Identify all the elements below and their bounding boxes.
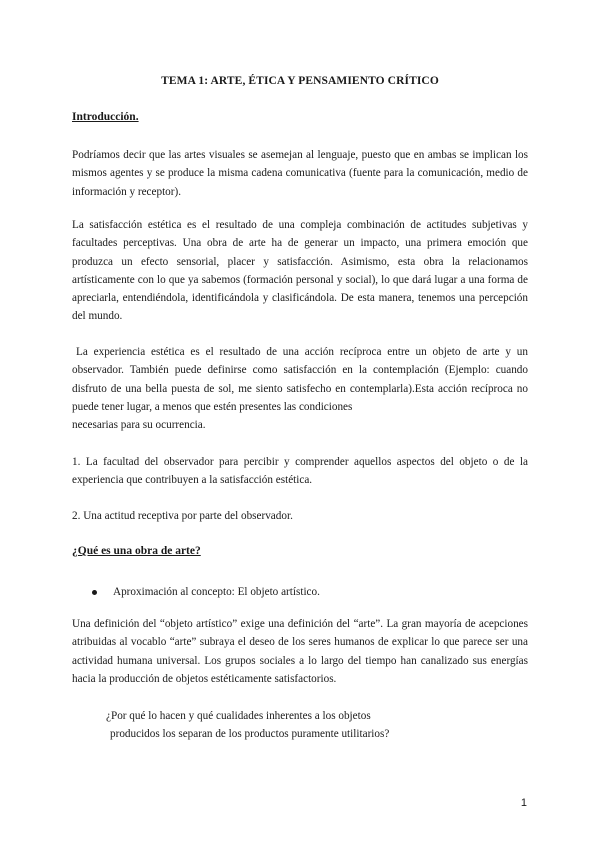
question-line-2: producidos los separan de los productos puramente utilitarios? bbox=[110, 728, 390, 740]
question-line-1: ¿Por qué lo hacen y qué cualidades inherentes a los objetos bbox=[106, 710, 371, 722]
intro-heading: Introducción. bbox=[72, 111, 139, 123]
condition-two: 2. Una actitud receptiva por parte del observador. bbox=[72, 510, 293, 522]
bullet-item bbox=[90, 583, 320, 601]
bullet-dot-icon bbox=[92, 590, 97, 595]
section-heading: ¿Qué es una obra de arte? bbox=[72, 545, 201, 557]
bullet-text: Aproximación al concepto: El objeto artístico. bbox=[113, 586, 320, 598]
paragraph-experience: La experiencia estética es el resultado de una acción recíproca entre un objeto de arte y un observador. También puede definirse como satisfacción en la contemplación (Ejemplo: cuando disfruto de una bella puesta de sol, me siento satisfecho en contemplarla).Esta acción recíproca no puede tener lugar, a menos que estén presentes las condiciones bbox=[72, 346, 528, 413]
condition-one: 1. La facultad del observador para percibir y comprender aquellos aspectos del objeto o de la experiencia que contribuyen a la satisfacción estética. bbox=[72, 456, 528, 487]
paragraph-definition: Una definición del “objeto artístico” exige una definición del “arte”. La gran mayoría de acepciones atribuidas al vocablo “arte” subraya el deseo de los seres humanos de explicar lo que parece ser una actividad humana universal. Los grupos sociales a lo largo del tiempo han canalizado sus energías hacia la producción de objetos estéticamente satisfactorios. bbox=[72, 618, 528, 685]
paragraph-experience-end: necesarias para su ocurrencia. bbox=[72, 419, 206, 431]
paragraph-satisfaction: La satisfacción estética es el resultado de una compleja combinación de actitudes subjetivas y facultades perceptivas. Una obra de arte ha de generar un impacto, una primera emoción que produzca un efecto sensorial, placer y satisfacción. Asimismo, esta obra la relacionamos artísticamente con lo que ya sabemos (formación personal y social), lo que dará lugar a una forma de apreciarla, entendiéndola, identificándola y clasificándola. De esta manera, tenemos una percepción del mundo. bbox=[72, 219, 528, 323]
page-number: 1 bbox=[520, 797, 527, 809]
document-title: TEMA 1: ARTE, ÉTICA Y PENSAMIENTO CRÍTICO bbox=[161, 75, 439, 87]
paragraph-intro: Podríamos decir que las artes visuales se asemejan al lenguaje, puesto que en ambas se implican los mismos agentes y se produce la misma cadena comunicativa (fuente para la comunicación, medio de información y receptor). bbox=[72, 149, 528, 198]
